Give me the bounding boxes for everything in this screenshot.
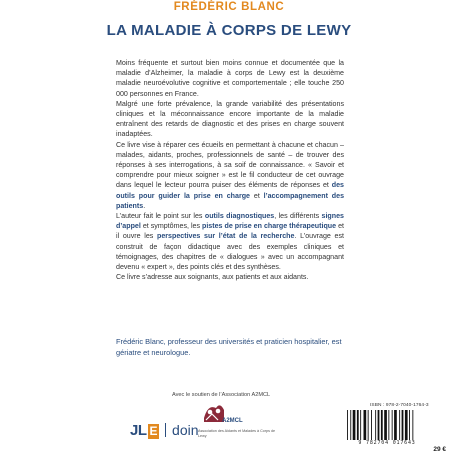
barcode-icon [345,410,429,440]
doin-logo: doin [172,422,199,438]
logo-divider [165,423,166,437]
body-text: . L’ouvrage est construit de façon didactique avec des exemples cliniques et témoignages, des chapitres de « dialogues » avec un accompagnant devenu « expert », des points clés et des synthèses. [116,232,344,272]
book-title: LA MALADIE À CORPS DE LEWY [106,22,352,39]
barcode-number: 9 782704 017643 [358,440,416,446]
a2mcl-logo-icon [196,400,286,450]
body-text: Malgré une forte prévalence, la grande variabilité des présentations cliniques et la méconnaissance encore importante de la maladie entraînent des retards de diagnostic et des prises en charge souvent inadaptées. [116,99,344,139]
a2mcl-description: Association des Aidants et Malades à Corps de Lewy [198,429,276,438]
back-cover-blurb [116,58,344,282]
highlight-text: outils diagnostiques [204,212,275,221]
highlight-text: l’accompagnement des patients [116,191,345,210]
body-text: Moins fréquente et surtout bien moins connue et documentée que la maladie d’Alzheimer, la maladie à corps de Lewy est la deuxième maladie neuroévolutive cognitive et comportementale ; elle touche 250 000 personnes en France. [116,59,344,98]
blurb-paragraph [116,272,344,282]
price: 29 € [433,446,446,453]
highlight-text: perspectives sur l’état de la recherche [157,232,295,241]
blurb-paragraph [116,140,344,211]
body-text: . [143,201,146,210]
body-text: et [250,191,264,200]
support-text: Avec le soutien de l’Association A2MCL [172,392,271,398]
body-text: , les différents [274,212,322,221]
isbn: ISBN : 978-2-7040-1764-3 [370,403,429,408]
a2mcl-name: A2MCL [222,418,243,424]
author-bio: Frédéric Blanc, professeur des universités et praticien hospitalier, est gériatre et neurologue. [116,337,342,357]
blurb-paragraph [116,58,344,99]
jle-logo: JL E [130,421,158,439]
body-text: Ce livre vise à réparer ces écueils en permettant à chacune et chacun – malades, aidants, proches, professionnels de santé – de trouver des réponses à ses interrogations, à sa soif de connaissance. « Savoir et comprendre pour mieux soigner » est le fil conducteur de cet ouvrage dans lequel le lecteur pourra puiser des éléments de réponses et [116,140,344,190]
body-text: et il ouvre les [116,222,344,241]
publisher-logo [130,420,199,440]
body-text: Ce livre s’adresse aux soignants, aux patients et aux aidants. [116,273,309,282]
blurb-paragraph [116,99,344,140]
author-name: FRÉDÉRIC BLANC [173,1,285,13]
blurb-paragraph [116,211,344,272]
highlight-text: signes d’appel [116,212,344,231]
highlight-text: des outils pour guider la prise en charge [116,181,344,200]
body-text: et symptômes, les [140,222,202,231]
body-text: L’auteur fait le point sur les [116,212,205,221]
highlight-text: pistes de prise en charge thérapeutique [202,222,337,231]
